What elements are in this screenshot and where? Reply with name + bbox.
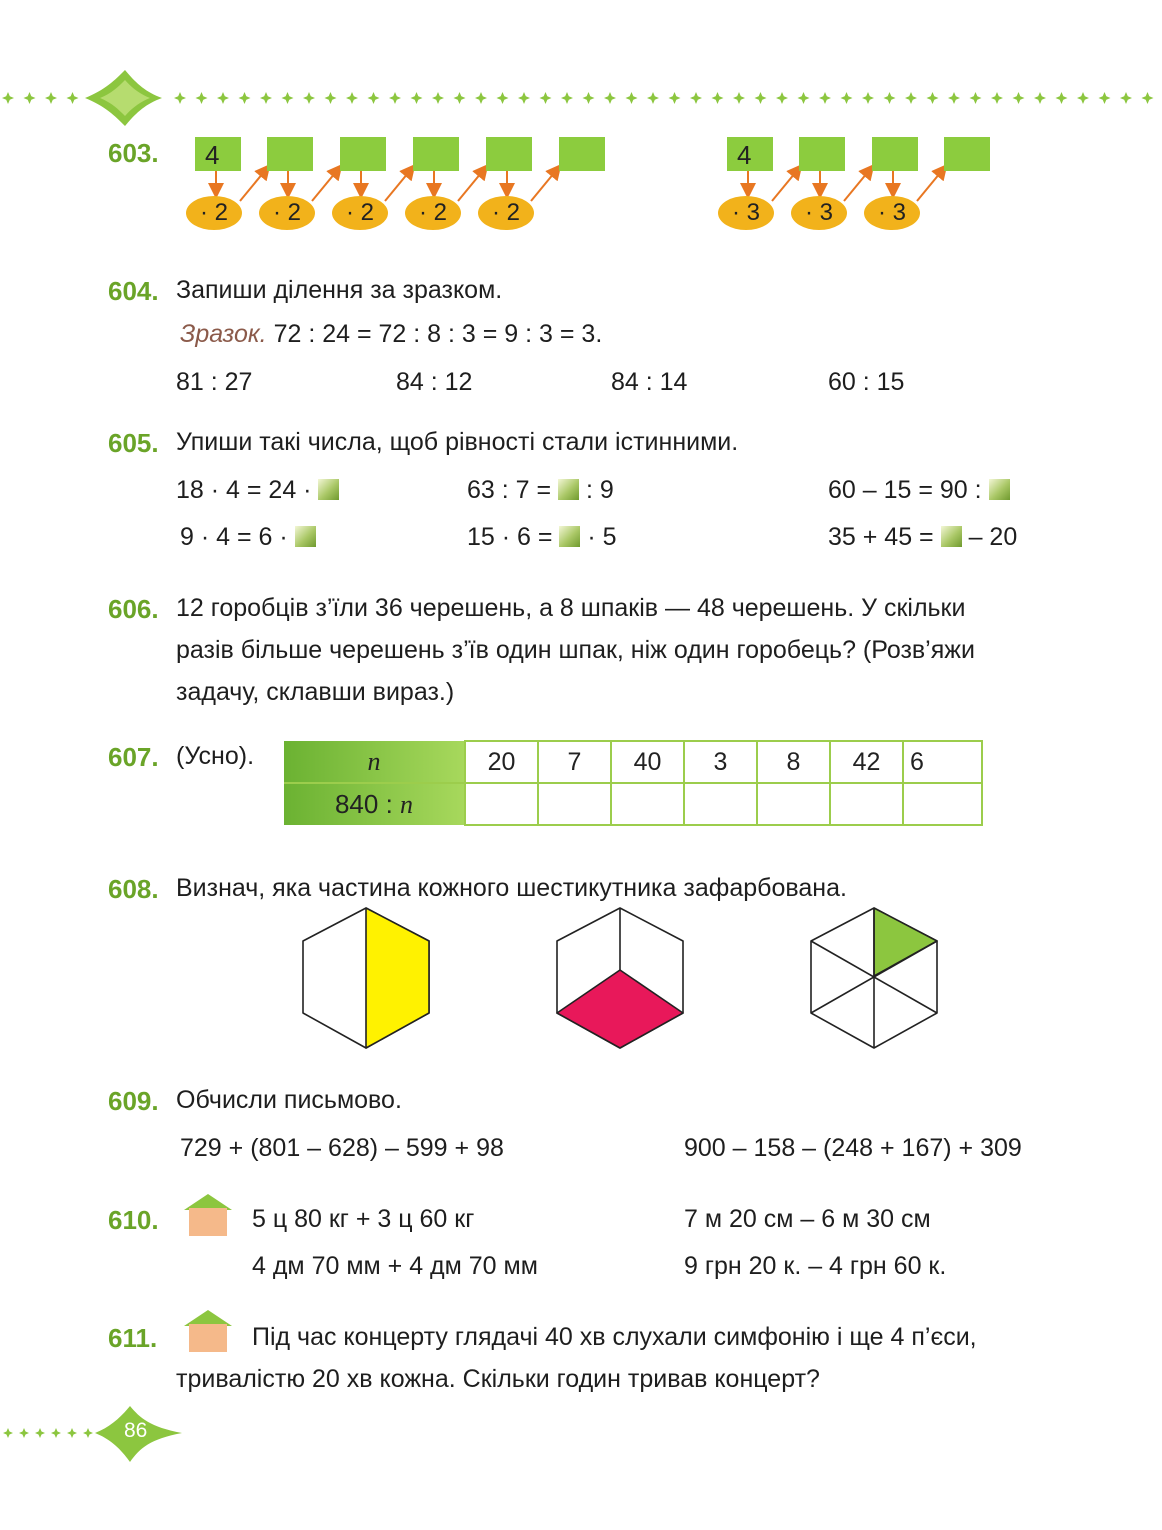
answer-cell[interactable] [611,783,684,825]
star-ornament [45,92,57,104]
star-ornament [67,92,79,104]
hexagon-third-pink [557,908,683,1048]
exercise-611-line-1: Під час концерту глядачі 40 хв слухали симфонію і ще 4 п’єси, [252,1323,977,1351]
top-decorative-border [0,60,1162,130]
house-icon [180,1308,236,1354]
equation-2b [467,523,617,552]
star-ornament [561,92,573,104]
answer-cell[interactable] [757,783,830,825]
blank-square[interactable] [318,479,339,500]
star-ornament [19,1428,29,1438]
star-ornament [518,92,530,104]
star-ornament [497,92,509,104]
star-ornament [905,92,917,104]
equation-1b [467,476,614,505]
exercise-606-line-2: разів більше черешень з’їв один шпак, ніж один горобець? (Розв’яжи [176,636,975,664]
chain2-box-4[interactable] [944,137,990,171]
bottom-decorative-border [0,1400,200,1470]
star-ornament [647,92,659,104]
star-ornament [1077,92,1089,104]
equation-2a [180,523,316,552]
star-ornament [83,1428,93,1438]
exercise-610-a2: 4 дм 70 мм + 4 дм 70 мм [252,1252,538,1280]
value-cell: 8 [757,741,830,783]
equation-1c [828,476,1010,505]
exercise-609-expr-2: 900 – 158 – (248 + 167) + 309 [684,1134,1022,1162]
var-n: n [367,747,381,776]
eq-text: · 5 [587,523,617,551]
star-ornament [2,92,14,104]
star-ornament [454,92,466,104]
star-ornament [626,92,638,104]
equation-1a [176,476,339,505]
star-ornament [884,92,896,104]
star-ornament [712,92,724,104]
row-label-840-div-n [284,783,465,825]
exercise-611-line-2: тривалістю 20 хв кожна. Скільки годин тривав концерт? [176,1365,820,1393]
exercise-609-task: Обчисли письмово. [176,1086,402,1114]
hexagon-figures [290,900,950,1060]
table-row [284,783,982,825]
star-ornament [1142,92,1154,104]
star-ornament [690,92,702,104]
star-ornament [1099,92,1111,104]
star-ornament [927,92,939,104]
chain2-op-3: · 3 [864,196,920,230]
value-cell: 20 [465,741,538,783]
star-ornament [1120,92,1132,104]
star-ornament [67,1428,77,1438]
blank-square[interactable] [559,526,580,547]
exercise-610-a1: 5 ц 80 кг + 3 ц 60 кг [252,1205,475,1233]
exercise-608-task: Визнач, яка частина кожного шестикутника зафарбована. [176,874,847,902]
chain2-box-2[interactable] [799,137,845,171]
row-label-n [284,741,465,783]
chain1-box-3[interactable] [340,137,386,171]
chain2-box-3[interactable] [872,137,918,171]
eq-text: 63 : 7 = [467,476,552,504]
star-ornament [1034,92,1046,104]
star-ornament [475,92,487,104]
star-ornament [217,92,229,104]
chain1-box-4[interactable] [413,137,459,171]
sample-label: Зразок. [180,320,267,348]
chain2-op-2: · 3 [791,196,847,230]
chain1-op-3: · 2 [332,196,388,230]
star-ornament [325,92,337,104]
chain1-box-5[interactable] [486,137,532,171]
star-ornament [862,92,874,104]
chain1-op-1: · 2 [186,196,242,230]
star-ornament [35,1428,45,1438]
eq-text: : 9 [586,476,614,504]
exercise-607-note: (Усно). [176,742,255,770]
value-cell: 6 [903,741,982,783]
value-cell: 3 [684,741,757,783]
exercise-610-number: 610. [108,1205,159,1235]
star-ornament [239,92,251,104]
answer-cell[interactable] [903,783,982,825]
star-ornament [970,92,982,104]
exercise-609-number: 609. [108,1086,159,1116]
chain1-op-4: · 2 [405,196,461,230]
star-ornament [368,92,380,104]
exercise-604-number: 604. [108,276,159,306]
star-ornament [755,92,767,104]
exercise-603-number: 603. [108,138,159,168]
exercise-605-task: Упиши такі числа, щоб рівності стали істинними. [176,428,739,456]
chain1-box-1: 4 [195,137,241,171]
eq-text: – 20 [968,523,1018,551]
star-ornament [174,92,186,104]
star-ornament [196,92,208,104]
exercise-604-sample [180,320,602,349]
star-ornament [798,92,810,104]
exercise-609-expr-1: 729 + (801 – 628) – 599 + 98 [180,1134,504,1162]
star-ornament [260,92,272,104]
exercise-607-table [284,740,983,826]
value-cell: 40 [611,741,684,783]
star-ornament [733,92,745,104]
value-cell: 42 [830,741,903,783]
exercise-604-item-4: 60 : 15 [828,368,905,396]
exercise-604-item-1: 81 : 27 [176,368,253,396]
blank-square[interactable] [941,526,962,547]
blank-square[interactable] [295,526,316,547]
star-ornament [346,92,358,104]
eq-text: 9 · 4 = 6 · [180,523,288,551]
eq-text: 35 + 45 = [828,523,934,551]
exercise-608-number: 608. [108,874,159,904]
star-ornament [3,1428,13,1438]
exercise-604-item-3: 84 : 14 [611,368,688,396]
eq-text: 18 · 4 = 24 · [176,476,312,504]
answer-cell[interactable] [538,783,611,825]
hexagon-half-yellow [303,908,429,1048]
star-ornament [991,92,1003,104]
sample-text: 72 : 24 = 72 : 8 : 3 = 9 : 3 = 3. [273,320,603,348]
star-ornament [1056,92,1068,104]
star-ornament [604,92,616,104]
exercise-606-number: 606. [108,594,159,624]
page-number: 86 [124,1419,148,1442]
equation-2c [828,523,1017,552]
exercise-611-number: 611. [108,1323,158,1353]
exercise-604-task: Запиши ділення за зразком. [176,276,503,304]
exercise-610-b2: 9 грн 20 к. – 4 грн 60 к. [684,1252,947,1280]
star-ornament [24,92,36,104]
value-cell: 7 [538,741,611,783]
answer-cell[interactable] [684,783,757,825]
star-ornament [1013,92,1025,104]
star-ornament [540,92,552,104]
star-ornament [669,92,681,104]
var-n: n [400,790,414,819]
table-row [284,741,982,783]
exercise-605-number: 605. [108,428,159,458]
chain1-op-2: · 2 [259,196,315,230]
exercise-606-line-3: задачу, склавши вираз.) [176,678,455,706]
star-ornament [282,92,294,104]
star-ornament [411,92,423,104]
chain2-op-1: · 3 [718,196,774,230]
label-prefix: 840 : [334,789,401,819]
star-ornament [583,92,595,104]
house-icon [180,1192,236,1238]
star-ornament [948,92,960,104]
star-ornament [819,92,831,104]
exercise-604-item-2: 84 : 12 [396,368,473,396]
answer-cell[interactable] [830,783,903,825]
chain1-box-6[interactable] [559,137,605,171]
chain1-op-5: · 2 [478,196,534,230]
star-ornament [841,92,853,104]
exercise-610-b1: 7 м 20 см – 6 м 30 см [684,1205,931,1233]
blank-square[interactable] [558,479,579,500]
star-ornament [303,92,315,104]
answer-cell[interactable] [465,783,538,825]
exercise-606-line-1: 12 горобців з’їли 36 черешень, а 8 шпаків — 48 черешень. У скільки [176,594,966,622]
star-ornament [776,92,788,104]
blank-square[interactable] [989,479,1010,500]
hexagon-sixth-green [811,908,937,1048]
star-ornament [432,92,444,104]
exercise-607-number: 607. [108,742,159,772]
star-ornament [51,1428,61,1438]
chain1-box-2[interactable] [267,137,313,171]
chain2-box-1: 4 [727,137,773,171]
eq-text: 15 · 6 = [467,523,553,551]
eq-text: 60 – 15 = 90 : [828,476,982,504]
star-ornament [389,92,401,104]
